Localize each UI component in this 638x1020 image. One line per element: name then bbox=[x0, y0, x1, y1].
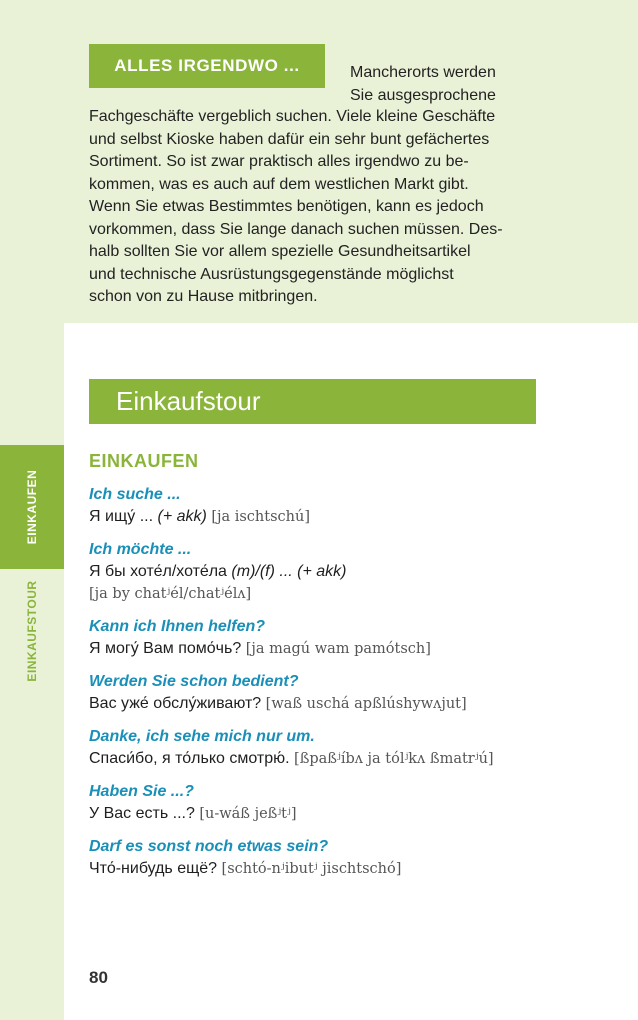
russian-line bbox=[89, 506, 609, 528]
info-line: vorkommen, dass Sie lange danach suchen müssen. Des- bbox=[89, 220, 503, 238]
page-number: 80 bbox=[89, 968, 108, 987]
phrase-item bbox=[89, 671, 609, 715]
info-line: und selbst Kioske haben dafür ein sehr bunt gefächertes bbox=[89, 130, 490, 148]
phrase-item bbox=[89, 836, 609, 880]
russian-phrase: Я бы хоте́л/хоте́ла bbox=[89, 563, 227, 580]
info-box-text bbox=[89, 106, 544, 309]
russian-phrase: Вас уже́ обслу́живают? bbox=[89, 695, 262, 712]
info-line: Mancherorts werden bbox=[350, 64, 496, 81]
grammar-note: (m)/(f) ... (+ akk) bbox=[231, 563, 347, 580]
info-box-title: ALLES IRGENDWO ... bbox=[89, 44, 325, 88]
pronunciation: [ja by chatʲél/chatʲélʌ] bbox=[89, 586, 252, 602]
phrase-item bbox=[89, 781, 609, 825]
info-line: Wenn Sie etwas Bestimmtes benötigen, kann es jedoch bbox=[89, 198, 484, 215]
phrase-item bbox=[89, 539, 609, 605]
pronunciation: [u-wáß jeßʲtʲ] bbox=[199, 806, 297, 822]
section-title: Einkaufstour bbox=[89, 379, 536, 424]
german-phrase: Ich möchte ... bbox=[89, 541, 192, 558]
russian-line bbox=[89, 561, 609, 583]
info-box-first-lines bbox=[350, 62, 540, 107]
russian-line bbox=[89, 748, 609, 770]
phrase-list bbox=[89, 484, 609, 891]
phrase-item bbox=[89, 726, 609, 770]
pronunciation: [ja ischtschú] bbox=[211, 509, 310, 525]
pronunciation: [schtó-nʲibutʲ jischtschó] bbox=[221, 861, 402, 877]
russian-phrase: Что́-нибудь ещё? bbox=[89, 860, 218, 877]
subheading: EINKAUFEN bbox=[89, 451, 199, 471]
russian-line bbox=[89, 693, 609, 715]
info-line: Sie ausgesprochene bbox=[350, 86, 496, 104]
german-phrase: Ich suche ... bbox=[89, 486, 181, 503]
phrase-item bbox=[89, 484, 609, 528]
pronunciation: [ja magú wam pamótsch] bbox=[245, 641, 431, 657]
russian-line bbox=[89, 638, 609, 660]
german-phrase: Haben Sie ...? bbox=[89, 783, 194, 800]
german-phrase: Darf es sonst noch etwas sein? bbox=[89, 838, 329, 855]
phrase-item bbox=[89, 616, 609, 660]
german-phrase: Kann ich Ihnen helfen? bbox=[89, 618, 266, 635]
info-line: halb sollten Sie vor allem spezielle Gesundheitsartikel bbox=[89, 243, 471, 260]
russian-line bbox=[89, 858, 609, 880]
grammar-note: (+ akk) bbox=[157, 508, 207, 525]
info-line: Sortiment. So ist zwar praktisch alles irgendwo zu be- bbox=[89, 153, 469, 170]
side-tab-label-einkaufstour[interactable]: EINKAUFSTOUR bbox=[25, 580, 39, 682]
pronunciation: [waß uschá apßlúshywʌjut] bbox=[265, 696, 467, 712]
german-phrase: Danke, ich sehe mich nur um. bbox=[89, 728, 315, 745]
info-line: und technische Ausrüstungsgegenstände möglichst bbox=[89, 265, 454, 283]
russian-phrase: Спаси́бо, я то́лько смотрю́. bbox=[89, 750, 290, 767]
russian-phrase: У Вас есть ...? bbox=[89, 805, 195, 822]
side-tab-label-einkaufen: EINKAUFEN bbox=[25, 469, 39, 545]
info-line: schon von zu Hause mitbringen. bbox=[89, 288, 318, 305]
russian-phrase: Я могу́ Вам помо́чь? bbox=[89, 640, 242, 657]
russian-phrase: Я ищу́ ... bbox=[89, 508, 154, 525]
german-phrase: Werden Sie schon bedient? bbox=[89, 673, 299, 690]
info-line: kommen, was es auch auf dem westlichen Markt gibt. bbox=[89, 175, 469, 193]
pronunciation: [ßpaßʲíbʌ ja tólʲkʌ ßmatrʲú] bbox=[294, 751, 494, 767]
info-line: Fachgeschäfte vergeblich suchen. Viele kleine Geschäfte bbox=[89, 108, 496, 125]
russian-line bbox=[89, 803, 609, 825]
